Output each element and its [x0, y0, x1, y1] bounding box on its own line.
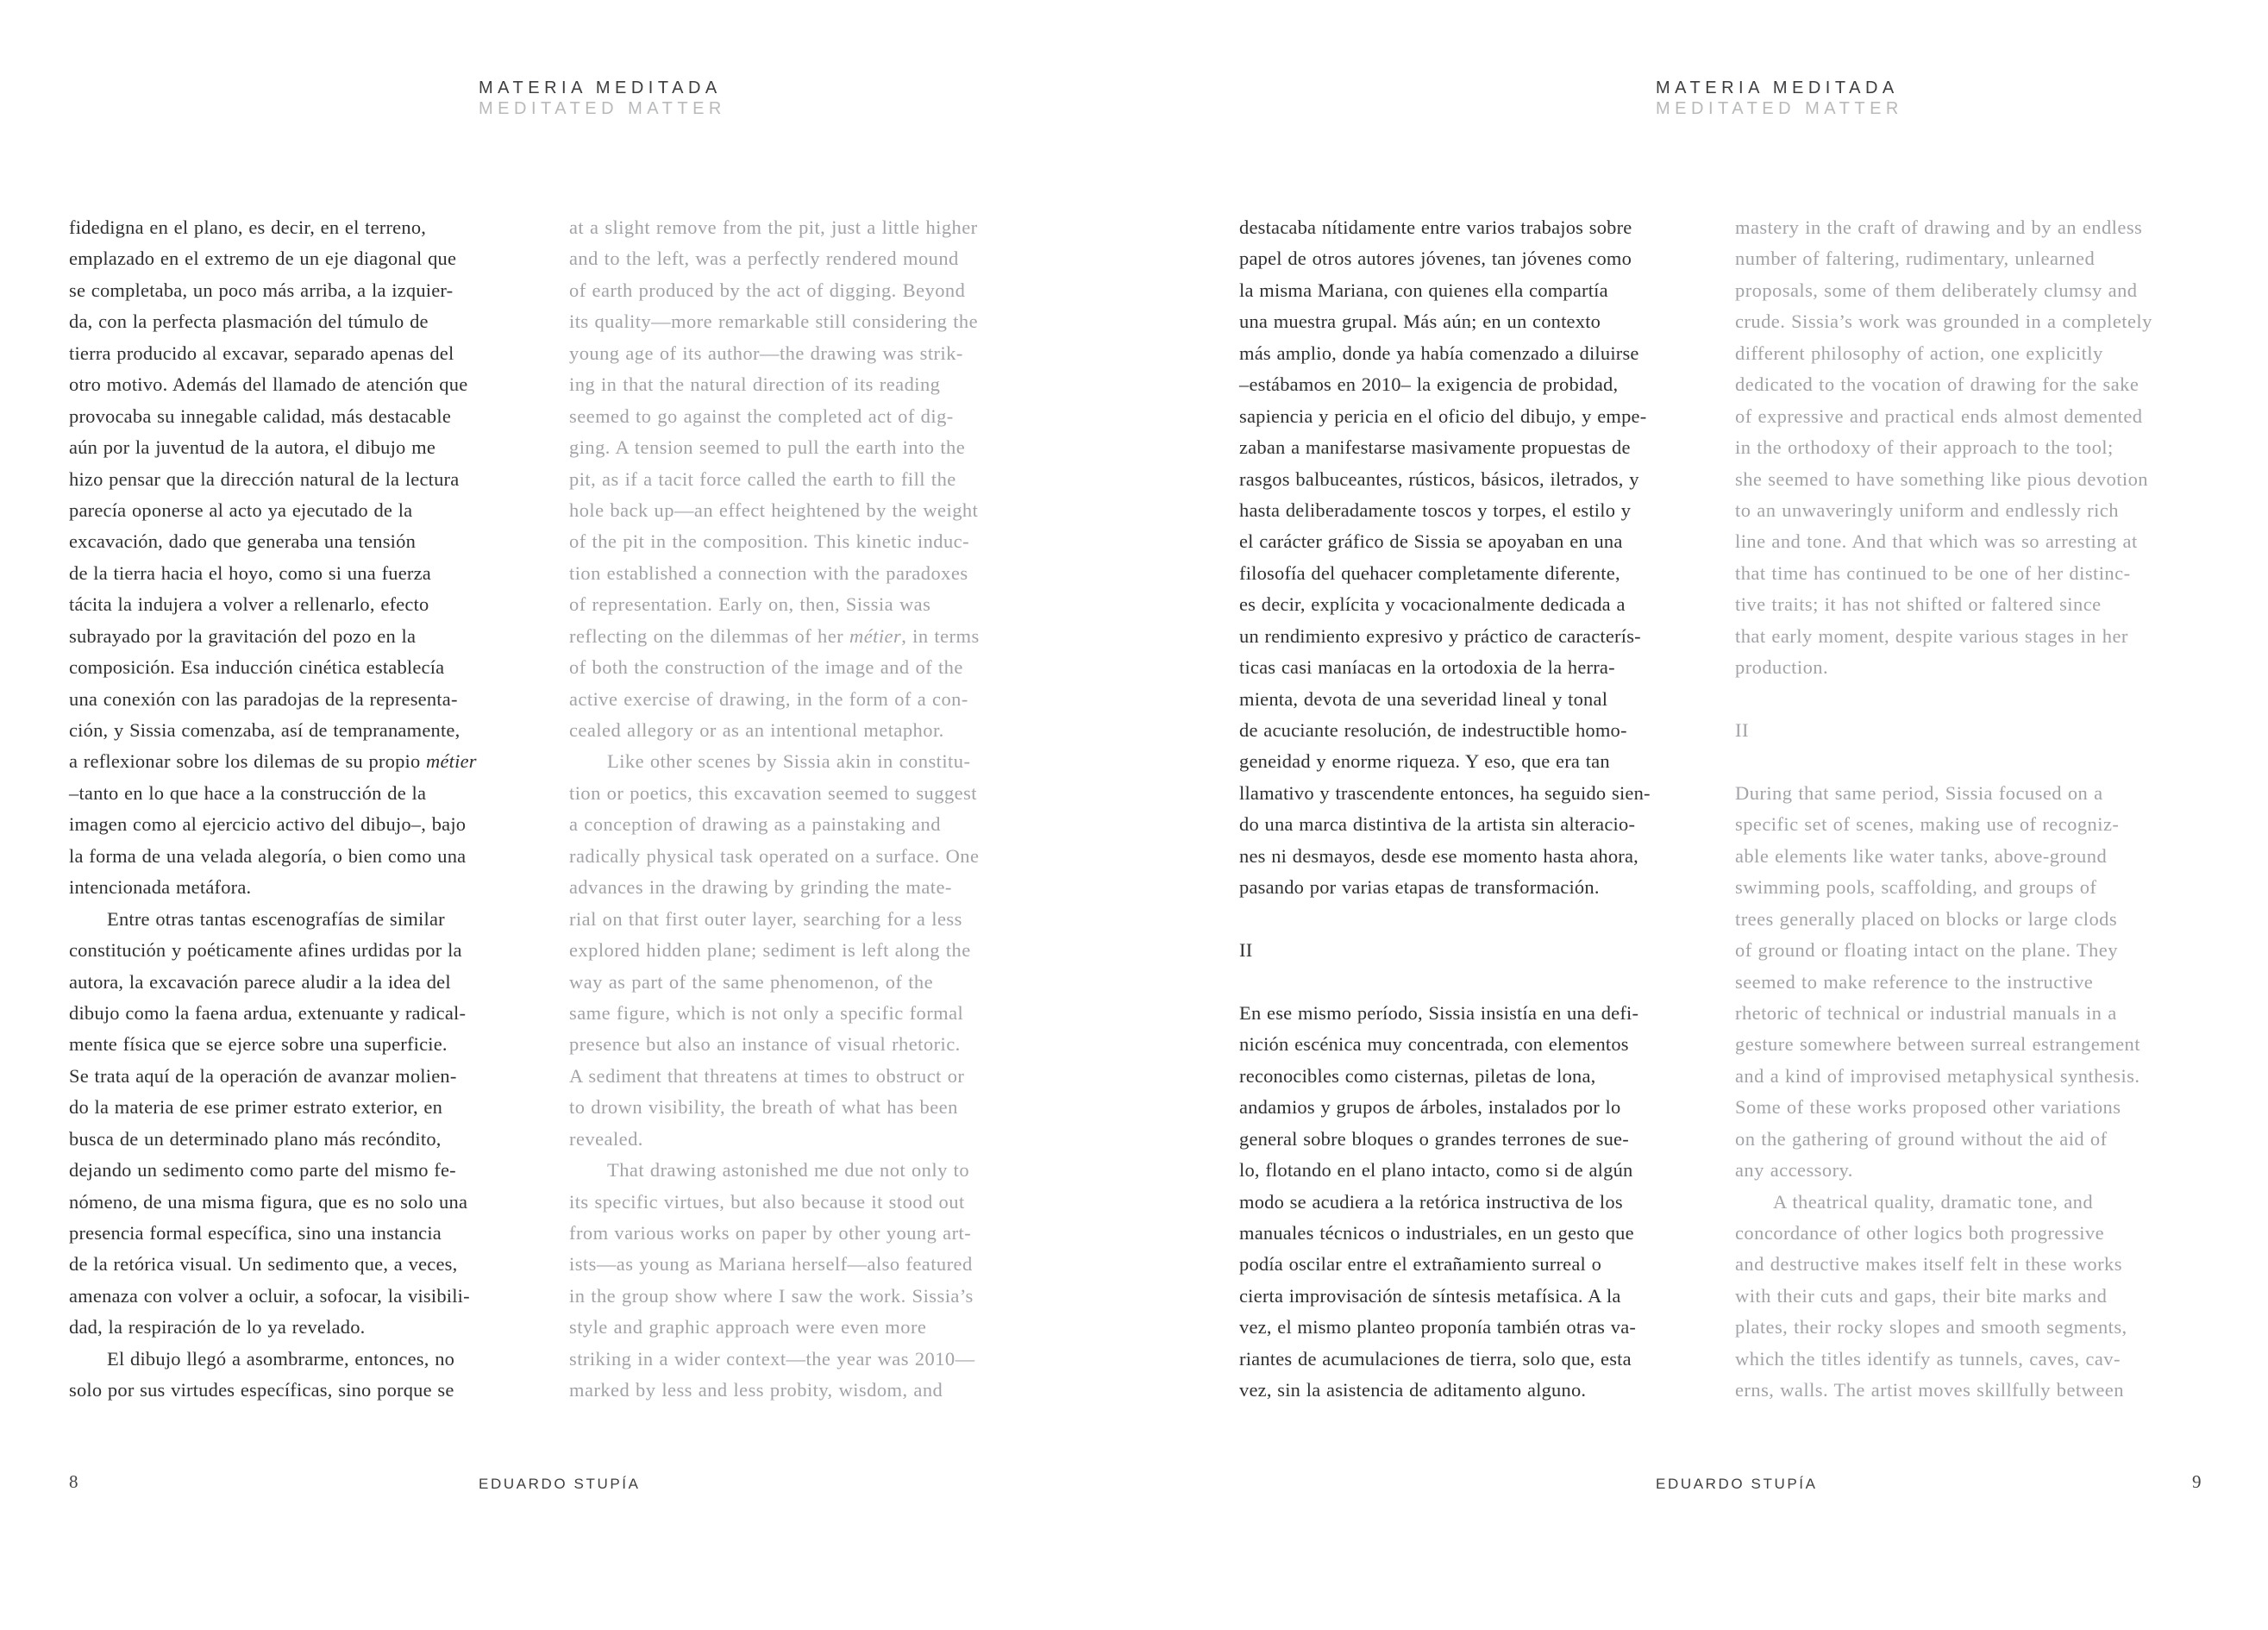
text-line: provocaba su innegable calidad, más destacable	[69, 404, 452, 427]
text-line: una conexión con las paradojas de la representa-	[69, 687, 458, 710]
text-line: –tanto en lo que hace a la construcción de la	[69, 781, 427, 804]
text-line: El dibujo llegó a asombrarme, entonces, no	[107, 1347, 455, 1370]
text-line: number of faltering, rudimentary, unlearned	[1735, 248, 2096, 270]
text-line: rial on that first outer layer, searching for a less	[569, 907, 962, 930]
text-line: parecía oponerse al acto ya ejecutado de la	[69, 498, 413, 521]
text-line: se completaba, un poco más arriba, a la izquier-	[69, 279, 454, 301]
column-spanish-left-page	[69, 212, 552, 1407]
text-line: vez, sin la asistencia de aditamento alguno.	[1239, 1379, 1587, 1401]
text-line: tion established a connection with the paradoxes	[569, 561, 968, 584]
text-line: ists—as young as Mariana herself—also featured	[569, 1253, 973, 1276]
text-line: aún por la juventud de la autora, el dibujo me	[69, 436, 436, 459]
text-line: young age of its author—the drawing was strik-	[569, 342, 963, 364]
text-line: of both the construction of the image and of the	[569, 656, 963, 679]
text-line: erns, walls. The artist moves skillfully between	[1735, 1379, 2124, 1401]
text-line: de la retórica visual. Un sedimento que, a veces,	[69, 1253, 458, 1276]
text-line: that time has continued to be one of her distinc-	[1735, 561, 2131, 584]
text-line: explored hidden plane; sediment is left along the	[569, 939, 971, 962]
text-line: filosofía del quehacer completamente diferente,	[1239, 561, 1620, 584]
text-line: llamativo y trascendente entonces, ha seguido sien-	[1239, 781, 1651, 804]
text-line: revealed.	[569, 1127, 643, 1150]
text-line: its specific virtues, but also because it stood out	[569, 1190, 965, 1213]
text-line: to an unwaveringly uniform and endlessly rich	[1735, 498, 2119, 521]
text-line: nes ni desmayos, desde ese momento hasta ahora,	[1239, 844, 1639, 867]
text-line: from various works on paper by other young art-	[569, 1222, 972, 1244]
text-line: emplazado en el extremo de un eje diagonal que	[69, 248, 457, 270]
text-line: papel de otros autores jóvenes, tan jóvenes como	[1239, 248, 1632, 270]
text-line: mente física que se ejerce sobre una superficie.	[69, 1033, 448, 1056]
text-line: riantes de acumulaciones de tierra, solo que, esta	[1239, 1347, 1632, 1370]
text-line: radically physical task operated on a surface. One	[569, 844, 980, 867]
text-line: andamios y grupos de árboles, instalados por lo	[1239, 1096, 1621, 1119]
text-line: advances in the drawing by grinding the mate-	[569, 876, 952, 899]
text-line: its quality—more remarkable still considering the	[569, 310, 979, 333]
text-line: otro motivo. Además del llamado de atención que	[69, 373, 468, 396]
text-line: Se trata aquí de la operación de avanzar molien-	[69, 1064, 457, 1087]
text-line: in the orthodoxy of their approach to the tool;	[1735, 436, 2114, 459]
footer-author-left: EDUARDO STUPÍA	[479, 1476, 641, 1492]
text-line: During that same period, Sissia focused on a	[1735, 781, 2103, 804]
text-line: es decir, explícita y vocacionalmente dedicada a	[1239, 593, 1626, 616]
text-line: un rendimiento expresivo y práctico de caracterís-	[1239, 624, 1641, 647]
text-line: vez, el mismo planteo proponía también otras va-	[1239, 1316, 1637, 1338]
text-line: dedicated to the vocation of drawing for the sake	[1735, 373, 2140, 396]
text-line: proposals, some of them deliberately clumsy and	[1735, 279, 2138, 301]
text-line: to drown visibility, the breath of what has been	[569, 1096, 958, 1119]
text-line: imagen como al ejercicio activo del dibujo–, bajo	[69, 813, 467, 836]
text-line: da, con la perfecta plasmación del túmulo de	[69, 310, 429, 333]
text-line: pasando por varias etapas de transformación.	[1239, 876, 1600, 899]
text-line: That drawing astonished me due not only to	[607, 1159, 970, 1182]
text-line: podía oscilar entre el extrañamiento surreal o	[1239, 1253, 1602, 1276]
text-line	[1735, 746, 2227, 777]
running-head-right	[1656, 78, 1903, 119]
text-line: that early moment, despite various stages in her	[1735, 624, 2128, 647]
text-line: dibujo como la faena ardua, extenuante y radical-	[69, 1001, 467, 1024]
text-line: intencionada metáfora.	[69, 876, 252, 899]
text-line: rasgos balbuceantes, rústicos, básicos, iletrados, y	[1239, 467, 1639, 490]
text-line: excavación, dado que generaba una tensión	[69, 530, 417, 553]
text-line: seemed to make reference to the instructive	[1735, 970, 2094, 993]
text-line: plates, their rocky slopes and smooth segments,	[1735, 1316, 2127, 1338]
text-line: and a kind of improvised metaphysical synthesis.	[1735, 1064, 2140, 1087]
text-line: hole back up—an effect heightened by the weight	[569, 498, 979, 521]
text-line: tierra producido al excavar, separado apenas del	[69, 342, 454, 364]
text-line: mastery in the craft of drawing and by an endless	[1735, 216, 2143, 238]
text-line: and destructive makes itself felt in these works	[1735, 1253, 2122, 1276]
text-line: of representation. Early on, then, Sissia was	[569, 593, 931, 616]
text-line: production.	[1735, 656, 1829, 679]
text-line: striking in a wider context—the year was 2010—	[569, 1347, 975, 1370]
text-line: swimming pools, scaffolding, and groups of	[1735, 876, 2097, 899]
text-line: of expressive and practical ends almost demented	[1735, 404, 2143, 427]
text-line: dad, la respiración de lo ya revelado.	[69, 1316, 366, 1338]
text-line: manuales técnicos o industriales, en un gesto que	[1239, 1222, 1634, 1244]
text-line: zaban a manifestarse masivamente propuestas de	[1239, 436, 1631, 459]
section-heading: II	[1239, 939, 1253, 962]
text-line: la misma Mariana, con quienes ella compartía	[1239, 279, 1608, 301]
page-number-right: 9	[2192, 1471, 2202, 1492]
text-line: fidedigna en el plano, es decir, en el terreno,	[69, 216, 427, 238]
text-line: más amplio, donde ya había comenzado a diluirse	[1239, 342, 1639, 364]
text-line: and to the left, was a perfectly rendered mound	[569, 248, 959, 270]
text-line: tion or poetics, this excavation seemed to suggest	[569, 781, 978, 804]
text-line: same figure, which is not only a specific formal	[569, 1001, 964, 1024]
text-line: trees generally placed on blocks or large clods	[1735, 907, 2118, 930]
text-line: able elements like water tanks, above-ground	[1735, 844, 2108, 867]
text-line: Like other scenes by Sissia akin in constitu-	[607, 750, 971, 773]
text-line: of ground or floating intact on the plane. They	[1735, 939, 2118, 962]
page-number-left: 8	[69, 1471, 78, 1492]
text-line: hasta deliberadamente toscos y torpes, el estilo y	[1239, 498, 1632, 521]
text-line: do la materia de ese primer estrato exterior, en	[69, 1096, 443, 1119]
text-line: lo, flotando en el plano intacto, como si de algún	[1239, 1159, 1633, 1182]
text-line: of earth produced by the act of digging. Beyond	[569, 279, 966, 301]
column-spanish-right-page	[1239, 212, 1731, 1407]
text-line: ging. A tension seemed to pull the earth into the	[569, 436, 966, 459]
column-english-right-page	[1735, 212, 2227, 1407]
text-line: presence but also an instance of visual rhetoric.	[569, 1033, 961, 1056]
text-line: style and graphic approach were even more	[569, 1316, 927, 1338]
text-line: of the pit in the composition. This kinetic induc-	[569, 530, 970, 553]
text-line: a conception of drawing as a painstaking and	[569, 813, 941, 836]
text-line: active exercise of drawing, in the form of a con-	[569, 687, 968, 710]
text-line: destacaba nítidamente entre varios trabajos sobre	[1239, 216, 1632, 238]
text-line: autora, la excavación parece aludir a la idea del	[69, 970, 451, 993]
text-line: different philosophy of action, one explicitly	[1735, 342, 2103, 364]
text-line: way as part of the same phenomenon, of the	[569, 970, 934, 993]
text-line: rhetoric of technical or industrial manuals in a	[1735, 1001, 2117, 1024]
text-line: any accessory.	[1735, 1159, 1853, 1182]
text-line: busca de un determinado plano más recóndito,	[69, 1127, 442, 1150]
text-line: cealed allegory or as an intentional metaphor.	[569, 719, 944, 741]
text-line: crude. Sissia’s work was grounded in a completely	[1735, 310, 2152, 333]
text-line: nición escénica muy concentrada, con elementos	[1239, 1033, 1629, 1056]
text-line: subrayado por la gravitación del pozo en la	[69, 624, 417, 647]
running-head-title-en: MEDITATED MATTER	[1656, 98, 1903, 118]
text-line: una muestra grupal. Más aún; en un contexto	[1239, 310, 1601, 333]
text-line: dejando un sedimento como parte del mismo fe-	[69, 1159, 456, 1182]
text-line: tácita la indujera a volver a rellenarlo, efecto	[69, 593, 429, 616]
text-line: la forma de una velada alegoría, o bien como una	[69, 844, 467, 867]
text-line: ción, y Sissia comenzaba, así de tempranamente,	[69, 719, 460, 741]
running-head-title-es: MATERIA MEDITADA	[479, 78, 722, 97]
text-line: hizo pensar que la dirección natural de la lectura	[69, 467, 460, 490]
text-line: solo por sus virtudes específicas, sino porque se	[69, 1379, 454, 1401]
text-line: cierta improvisación de síntesis metafísica. A la	[1239, 1284, 1621, 1307]
text-line: on the gathering of ground without the aid of	[1735, 1127, 2108, 1150]
text-line: –estábamos en 2010– la exigencia de probidad,	[1239, 373, 1619, 396]
text-line: reconocibles como cisternas, piletas de lona,	[1239, 1064, 1596, 1087]
text-line: in the group show where I saw the work. Sissia’s	[569, 1284, 974, 1307]
text-line: pit, as if a tacit force called the earth to fill the	[569, 467, 956, 490]
column-english-left-page	[569, 212, 1052, 1407]
text-line: seemed to go against the completed act of dig-	[569, 404, 954, 427]
text-line: reflecting on the dilemmas of her métier, in terms	[569, 624, 980, 647]
text-line: gesture somewhere between surreal estrangement	[1735, 1033, 2140, 1056]
text-line	[1735, 684, 2227, 715]
text-line: nómeno, de una misma figura, que es no solo una	[69, 1190, 468, 1213]
text-line: amenaza con volver a ocluir, a sofocar, la visibili-	[69, 1284, 470, 1307]
text-line: concordance of other logics both progressive	[1735, 1222, 2105, 1244]
text-line: geneidad y enorme riqueza. Y eso, que era tan	[1239, 750, 1610, 773]
text-line	[1239, 904, 1731, 935]
text-line: sapiencia y pericia en el oficio del dibujo, y empe-	[1239, 404, 1647, 427]
text-line: ticas casi maníacas en la ortodoxia de la herra-	[1239, 656, 1615, 679]
text-line: specific set of scenes, making use of recogniz-	[1735, 813, 2120, 836]
text-line: A theatrical quality, dramatic tone, and	[1773, 1190, 2094, 1213]
text-line: a reflexionar sobre los dilemas de su propio métier	[69, 750, 477, 773]
text-line: constitución y poéticamente afines urdidas por la	[69, 939, 462, 962]
running-head-title-es: MATERIA MEDITADA	[1656, 78, 1899, 97]
text-line: mienta, devota de una severidad lineal y tonal	[1239, 687, 1608, 710]
text-line: marked by less and less probity, wisdom, and	[569, 1379, 943, 1401]
text-line: do una marca distintiva de la artista sin alteracio-	[1239, 813, 1636, 836]
text-line: En ese mismo período, Sissia insistía en una defi-	[1239, 1001, 1639, 1024]
text-line: composición. Esa inducción cinética establecía	[69, 656, 445, 679]
text-line: el carácter gráfico de Sissia se apoyaban en una	[1239, 530, 1623, 553]
footer-author-right: EDUARDO STUPÍA	[1656, 1476, 1818, 1492]
text-line: general sobre bloques o grandes terrones de sue-	[1239, 1127, 1629, 1150]
text-line: tive traits; it has not shifted or faltered since	[1735, 593, 2102, 616]
text-line: de acuciante resolución, de indestructible homo-	[1239, 719, 1627, 741]
text-line: with their cuts and gaps, their bite marks and	[1735, 1284, 2108, 1307]
text-line: A sediment that threatens at times to obstruct or	[569, 1064, 965, 1087]
text-line: line and tone. And that which was so arresting at	[1735, 530, 2138, 553]
text-line	[1239, 967, 1731, 998]
running-head-left	[479, 78, 726, 119]
section-heading: II	[1735, 719, 1749, 741]
text-line: presencia formal específica, sino una instancia	[69, 1222, 442, 1244]
text-line: ing in that the natural direction of its reading	[569, 373, 941, 396]
text-line: she seemed to have something like pious devotion	[1735, 467, 2148, 490]
text-line: de la tierra hacia el hoyo, como si una fuerza	[69, 561, 431, 584]
text-line: modo se acudiera a la retórica instructiva de los	[1239, 1190, 1623, 1213]
text-line: which the titles identify as tunnels, caves, cav-	[1735, 1347, 2121, 1370]
running-head-title-en: MEDITATED MATTER	[479, 98, 726, 118]
text-line: at a slight remove from the pit, just a little higher	[569, 216, 978, 238]
text-line: Entre otras tantas escenografías de similar	[107, 907, 445, 930]
text-line: Some of these works proposed other variations	[1735, 1096, 2121, 1119]
